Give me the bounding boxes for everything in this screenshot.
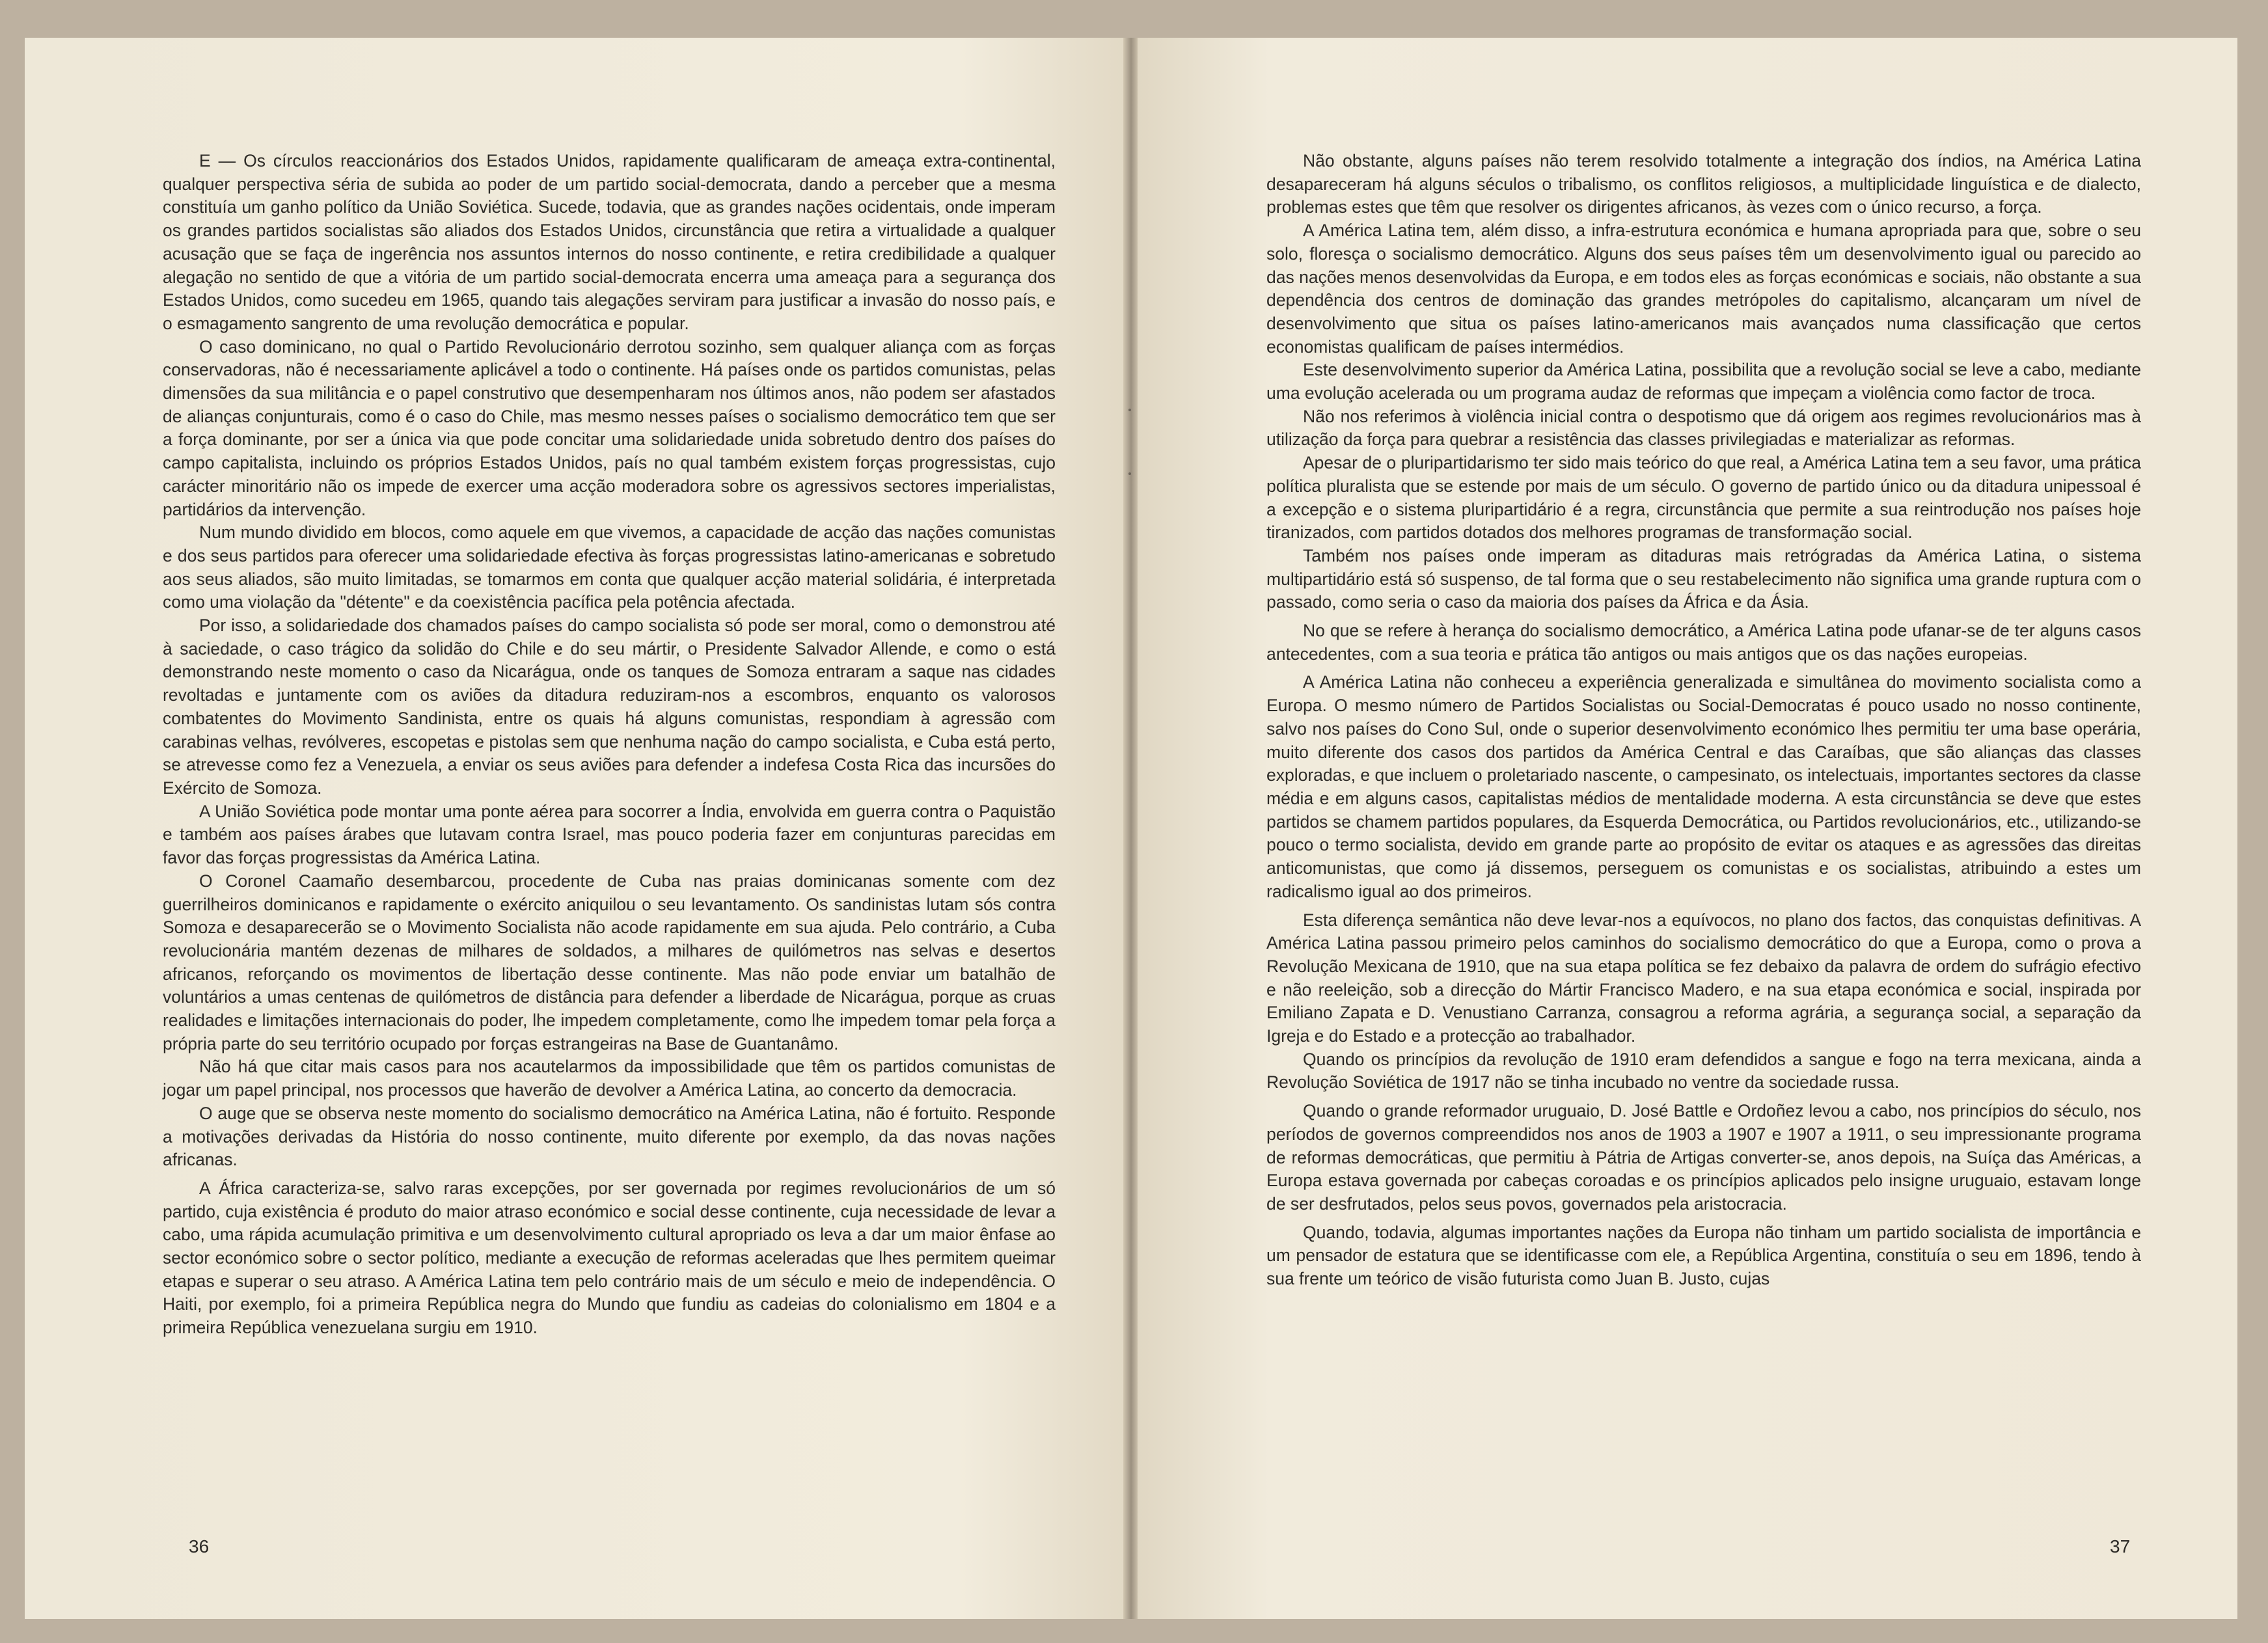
paragraph: A América Latina não conheceu a experiência generalizada e simultânea do movimento socialista como a Europa. O mesmo número de Partidos Socialistas ou Social-Democratas é pouco usado no nosso continente, salvo nos países do Cono Sul, onde o superior desenvolvimento económico lhes permitiu ter uma base operária, muito diferente dos casos dos partidos da América Central e das Caraíbas, que são alianças das classes exploradas, e que incluem o proletariado nascente, o campesinato, os intelectuais, importantes sectores da classe média e em alguns casos, capitalistas médios de mentalidade moderna. A esta circunstância se deve que estes partidos se chamem partidos populares, da Esquerda Democrática, ou Partidos revolucionários, etc., utilizando-se pouco o termo socialista, devido em grande parte ao propósito de evitar os ataques e as agressões das direitas anticomunistas, que como já dissemos, perseguem os comunistas e os socialistas, atribuindo a estes um radicalismo igual ao dos primeiros. — [1266, 672, 2141, 901]
left-page-body — [163, 150, 1056, 1340]
paragraph: Quando o grande reformador uruguaio, D. José Battle e Ordoñez levou a cabo, nos princípios do século, nos períodos de governos compreendidos nos anos de 1903 a 1907 e 1907 a 1911, o seu impressionante programa de reformas democráticas, que permitiu à Pátria de Artigas converter-se, anos depois, na Suíça das Américas, a Europa estava governada por cabeças coroadas e os princípios aplicados pelo insigne uruguaio, estavam longe de ser desfrutados, pelos seus povos, governados pela aristocracia. — [1266, 1101, 2141, 1214]
paragraph: Também nos países onde imperam as ditaduras mais retrógradas da América Latina, o sistema multipartidário está só suspenso, de tal forma que o seu restabelecimento não significa uma grande ruptura com o passado, como seria o caso da maioria dos países da África e da Ásia. — [1266, 545, 2141, 612]
paragraph: No que se refere à herança do socialismo democrático, a América Latina pode ufanar-se de ter alguns casos antecedentes, com a sua teoria e prática tão antigos ou mais antigos que os das nações europeias. — [1266, 621, 2141, 664]
paragraph: Não obstante, alguns países não terem resolvido totalmente a integração dos índios, na América Latina desapareceram há alguns séculos o tribalismo, os conflitos religiosos, a multiplicidade linguística e de dialecto, problemas estes que têm que resolver os dirigentes africanos, às vezes com o único recurso, a força. — [1266, 151, 2141, 217]
paragraph: O Coronel Caamaño desembarcou, procedente de Cuba nas praias dominicanas somente com dez guerrilheiros dominicanos e rapidamente o exército aniquilou o seu levantamento. Os sandinistas lutam sós contra Somoza e desaparecerão se o Movimento Socialista não acode rapidamente em sua ajuda. Pelo contrário, a Cuba revolucionária mantém dezenas de milhares de soldados, a milhares de quilómetros nas selvas e desertos africanos, reforçando os movimentos de libertação desse continente. Mas não pode enviar um batalhão de voluntários a umas centenas de quilómetros de distância para defender a liberdade de Nicarágua, porque as cruas realidades e limitações internacionais do poder, lhe impedem completamente, como lhe impedem tomar pela força a própria parte do seu território ocupado por forças estrangeiras na Base de Guantanâmo. — [163, 871, 1056, 1053]
paragraph: Quando, todavia, algumas importantes nações da Europa não tinham um partido socialista de importância e um pensador de estatura que se identificasse com ele, a República Argentina, constituía o seu em 1896, tendo à sua frente um teórico de visão futurista como Juan B. Justo, cujas — [1266, 1222, 2141, 1289]
paragraph: Por isso, a solidariedade dos chamados países do campo socialista só pode ser moral, como o demonstrou até à saciedade, o caso trágico da solidão do Chile e do seu mártir, o Presidente Salvador Allende, e como o está demonstrando neste momento o caso da Nicarágua, onde os tanques de Somoza entraram a saque nas cidades revoltadas e juntamente com os aviões da ditadura reduziram-nos a escombros, enquanto os valorosos combatentes do Movimento Sandinista, entre os quais há alguns comunistas, respondiam à agressão com carabinas velhas, revólveres, escopetas e pistolas sem que nenhuma nação do campo socialista, e Cuba está perto, se atrevesse como fez a Venezuela, a enviar os seus aviões para defender a indefesa Costa Rica das incursões do Exército de Somoza. — [163, 616, 1056, 798]
left-page — [25, 38, 1125, 1619]
paragraph: Apesar de o pluripartidarismo ter sido mais teórico do que real, a América Latina tem a seu favor, uma prática política pluralista que se estende por mais de um século. O governo de partido único ou da ditadura unipessoal é a excepção e o sistema pluripartidário é a regra, circunstância que permite a sua reintrodução nos países hoje tiranizados, com partidos dotados dos melhores programas de transformação social. — [1266, 453, 2141, 543]
binding-mark — [1128, 472, 1131, 475]
paragraph: Não nos referimos à violência inicial contra o despotismo que dá origem aos regimes revolucionários mas à utilização da força para quebrar a resistência das classes privilegiadas e materializar as reformas. — [1266, 406, 2141, 450]
right-page-body — [1266, 150, 2141, 1291]
paragraph: Quando os princípios da revolução de 1910 eram defendidos a sangue e fogo na terra mexicana, ainda a Revolução Soviética de 1917 não se tinha incubado no ventre da sociedade russa. — [1266, 1049, 2141, 1093]
paragraph: Este desenvolvimento superior da América Latina, possibilita que a revolução social se leve a cabo, mediante uma evolução acelerada ou um programa audaz de reformas que impeçam a violência como factor de troca. — [1266, 360, 2141, 403]
paragraph: Esta diferença semântica não deve levar-nos a equívocos, no plano dos factos, das conquistas definitivas. A América Latina passou primeiro pelos caminhos do socialismo democrático do que a Europa, como o prova a Revolução Mexicana de 1910, que na sua etapa política se fez debaixo da palavra de ordem do sufrágio efectivo e não reeleição, sob a direcção do Mártir Francisco Madero, e na sua etapa económica e social, inspirada por Emiliano Zapata e D. Venustiano Carranza, consagrou a reforma agrária, a segurança social, a separação da Igreja e do Estado e a protecção ao trabalhador. — [1266, 910, 2141, 1046]
paragraph: Num mundo dividido em blocos, como aquele em que vivemos, a capacidade de acção das nações comunistas e dos seus partidos para oferecer uma solidariedade efectiva às forças progressistas latino-americanas e sobretudo aos seus aliados, são muito limitadas, se tomarmos em conta que qualquer acção material solidária, é interpretada como uma violação da "détente" e da coexistência pacífica pela potência afectada. — [163, 523, 1056, 612]
page-number-right: 37 — [2110, 1536, 2131, 1556]
paragraph: Não há que citar mais casos para nos acautelarmos da impossibilidade que têm os partidos comunistas de jogar um papel principal, nos processos que haverão de devolver a América Latina, ao concerto da democracia. — [163, 1057, 1056, 1100]
paragraph: O auge que se observa neste momento do socialismo democrático na América Latina, não é fortuito. Responde a motivações derivadas da História do nosso continente, muito diferente por exemplo, da das novas nações africanas. — [163, 1103, 1056, 1170]
page-number-left: 36 — [189, 1536, 210, 1556]
paragraph: A América Latina tem, além disso, a infra-estrutura económica e humana apropriada para que, sobre o seu solo, floresça o socialismo democrático. Alguns dos seus países têm um desenvolvimento igual ou parecido ao das nações menos desenvolvidas da Europa, e em todos eles as forças económicas e sociais, não obstante a sua dependência dos centros de dominação das grandes metrópoles do capitalismo, alcançaram um nível de desenvolvimento que situa os países latino-americanos mais avançados numa classificação que certos economistas qualificam de países intermédios. — [1266, 221, 2141, 357]
binding-mark — [1128, 409, 1131, 411]
book-spread — [25, 38, 2237, 1619]
paragraph: A União Soviética pode montar uma ponte aérea para socorrer a Índia, envolvida em guerra contra o Paquistão e também aos países árabes que lutavam contra Israel, mas pouco poderia fazer em conjunturas parecidas em favor das forças progressistas da América Latina. — [163, 801, 1056, 868]
paragraph: E — Os círculos reaccionários dos Estados Unidos, rapidamente qualificaram de ameaça extra-continental, qualquer perspectiva séria de subida ao poder de um partido social-democrata, dando a perceber que a mesma constituía um ganho político da União Soviética. Sucede, todavia, que as grandes nações ocidentais, onde imperam os grandes partidos socialistas são aliados dos Estados Unidos, circunstância que retira a virtualidade a qualquer acusação que se faça de ingerência nos assuntos internos do nosso continente, e retira credibilidade a qualquer alegação no sentido de que a vitória de um partido social-democrata encerra uma ameaça para a segurança dos Estados Unidos, como sucedeu em 1965, quando tais alegações serviram para justificar a invasão do nosso país, e o esmagamento sangrento de uma revolução democrática e popular. — [163, 151, 1056, 333]
book-gutter — [1123, 38, 1139, 1619]
paragraph: A África caracteriza-se, salvo raras excepções, por ser governada por regimes revolucionários de um só partido, cuja existência é produto do maior atraso económico e social desse continente, cuja necessidade de levar a cabo, uma rápida acumulação primitiva e um desenvolvimento cultural apropriado os leva a dar um maior ênfase ao sector económico sobre o sector político, mediante a execução de reformas aceleradas que lhes permitem queimar etapas e superar o seu atraso. A América Latina tem pelo contrário mais de um século e meio de independência. O Haiti, por exemplo, foi a primeira República negra do Mundo que fundiu as cadeias do colonialismo em 1804 e a primeira República venezuelana surgiu em 1910. — [163, 1178, 1056, 1338]
paragraph: O caso dominicano, no qual o Partido Revolucionário derrotou sozinho, sem qualquer aliança com as forças conservadoras, não é necessariamente aplicável a todo o continente. Há países onde os partidos comunistas, pelas dimensões da sua militância e o papel construtivo que desempenharam nos últimos anos, não podem ser afastados de alianças conjunturais, como é o caso do Chile, mas mesmo nesses países o socialismo democrático tem que ser a força dominante, por ser a única via que pode concitar uma solidariedade unida sobretudo dentro dos países do campo capitalista, incluindo os próprios Estados Unidos, país no qual também existem forças progressistas, cujo carácter minoritário não os impede de exercer uma acção moderadora sobre os agressivos sectores imperialistas, partidários da intervenção. — [163, 336, 1056, 519]
